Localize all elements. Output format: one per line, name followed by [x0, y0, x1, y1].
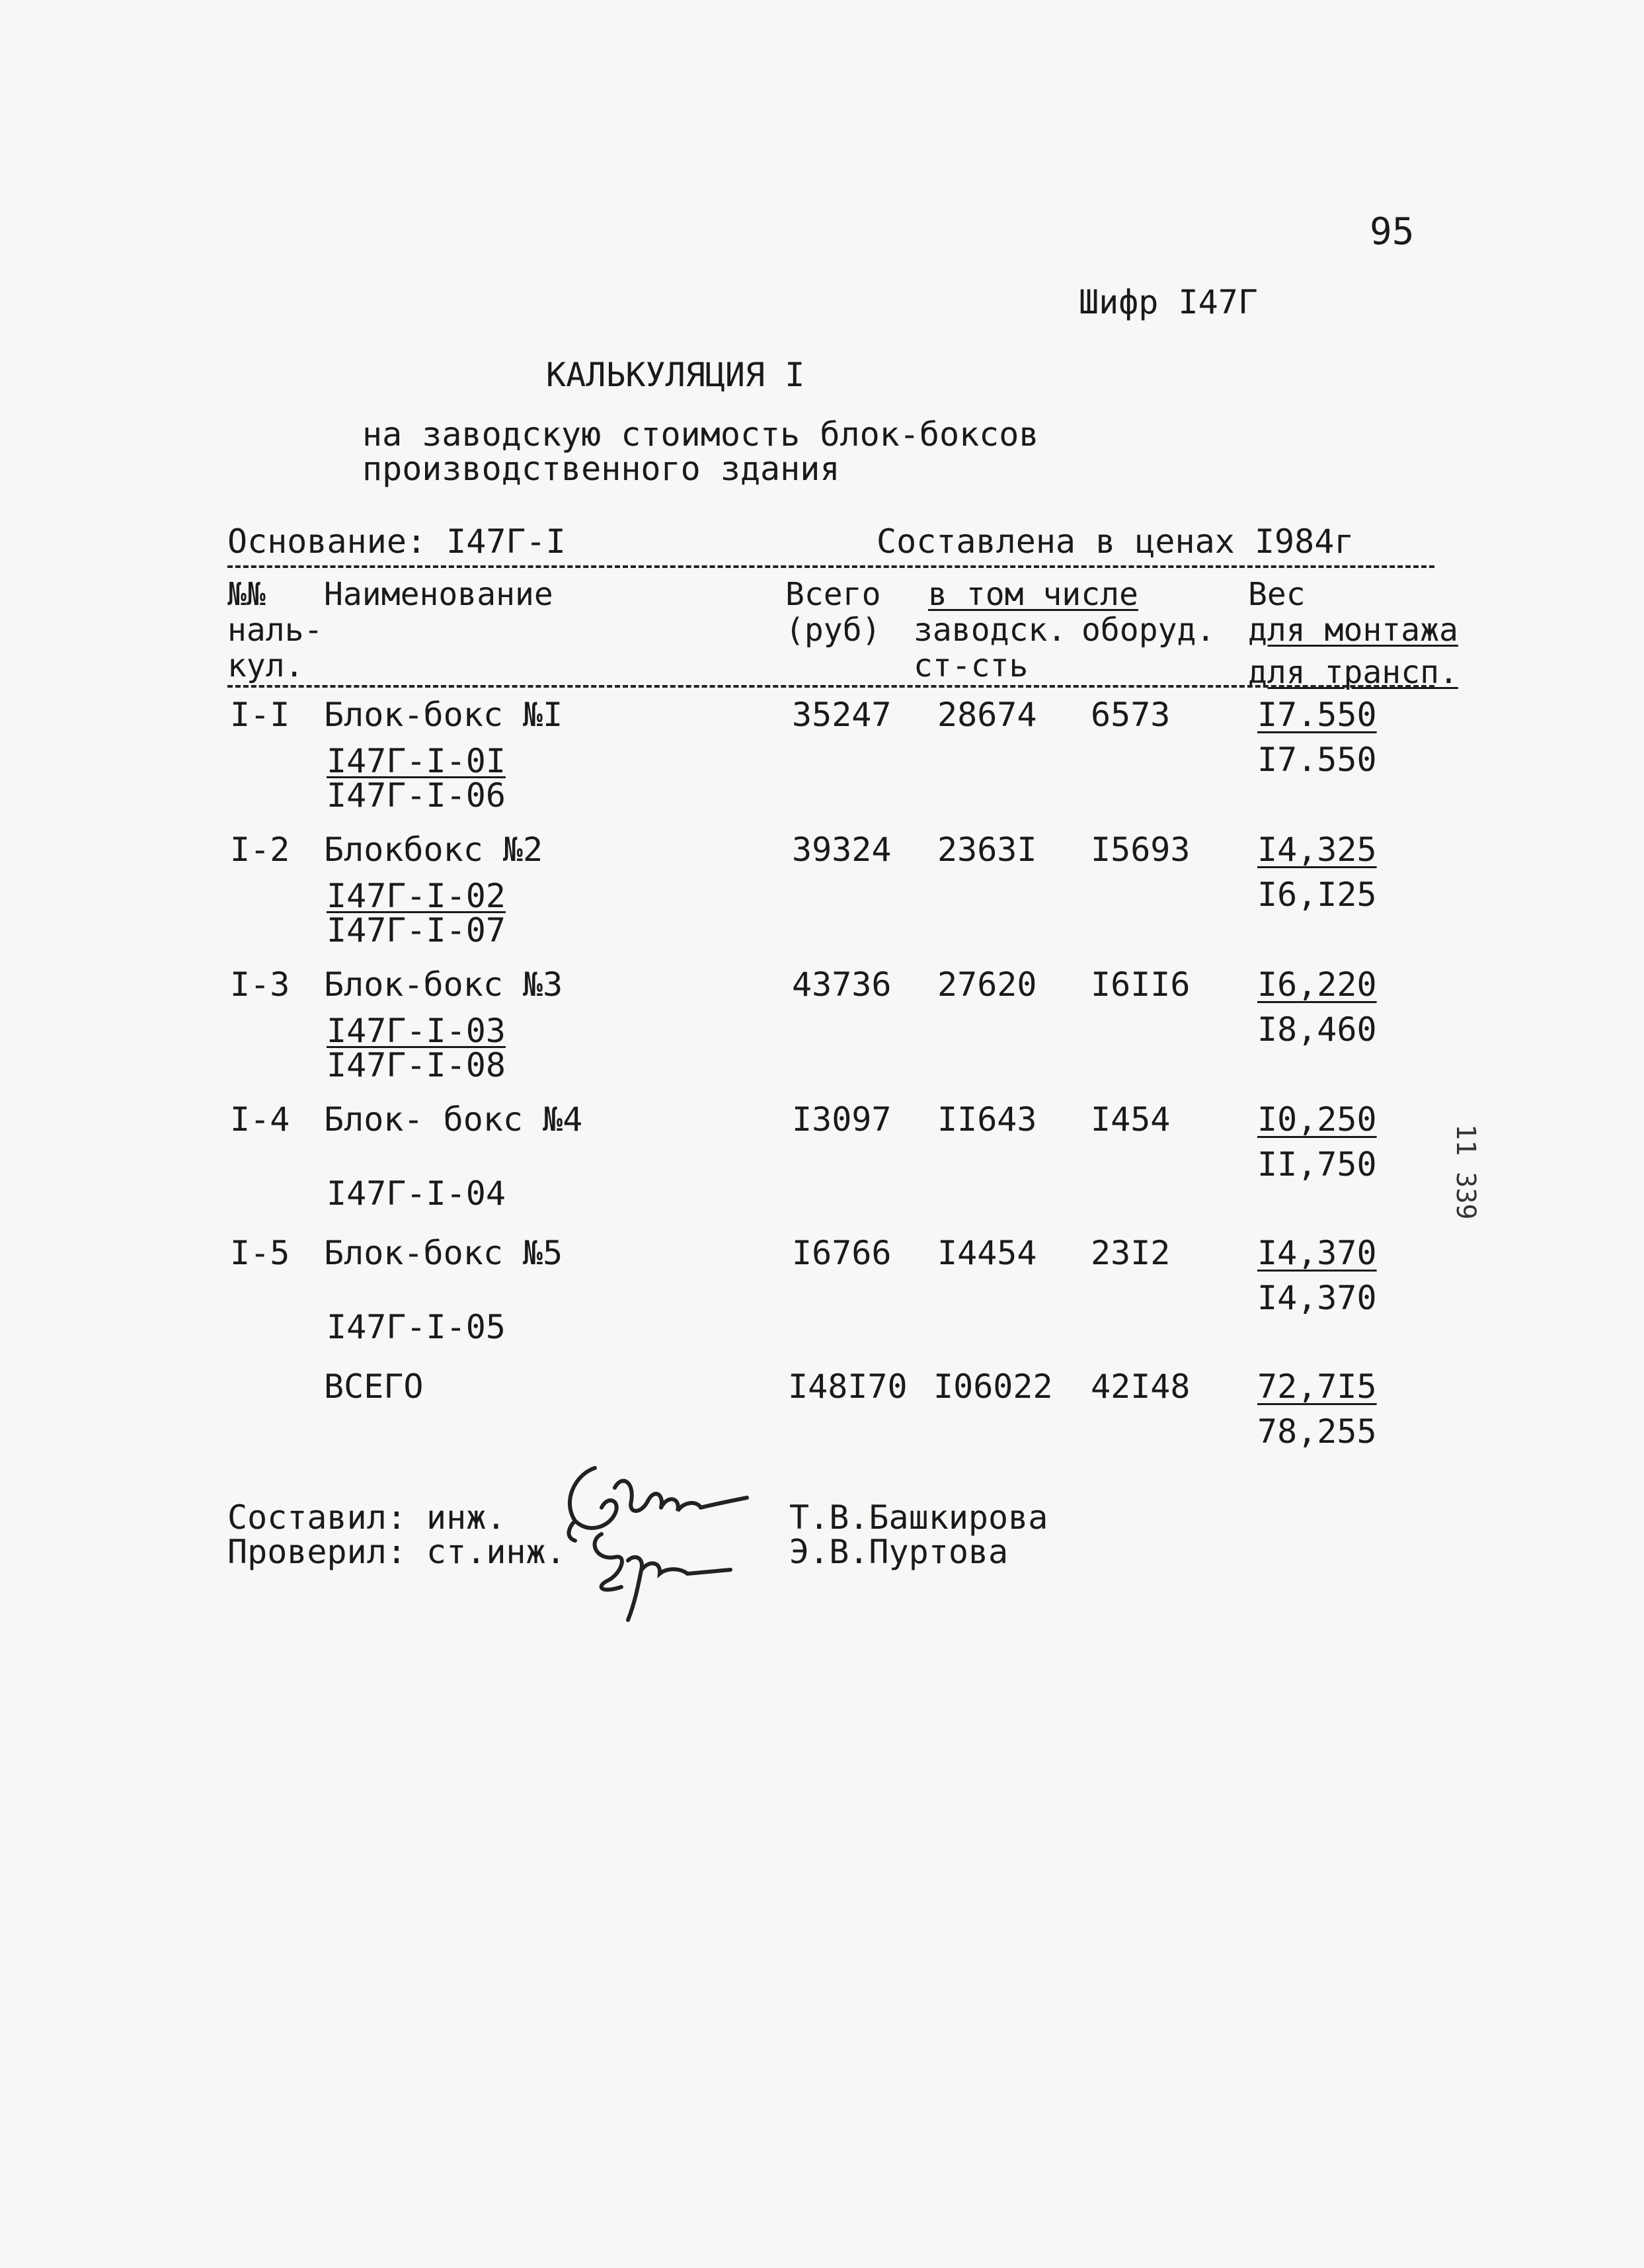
row-equipment: 6573	[1091, 696, 1171, 734]
row-total: 39324	[792, 830, 892, 869]
header-total-1: Всего	[785, 576, 881, 613]
row-code: I47Г-I-0I	[327, 742, 506, 780]
total-weight-mount: 72,7I5	[1257, 1367, 1377, 1406]
table-top-rule	[227, 565, 1434, 568]
row-weight-mount: I6,220	[1257, 965, 1377, 1004]
page-number: 95	[1370, 210, 1415, 253]
row-name: Блок-бокс №5	[324, 1234, 563, 1272]
row-num: I-4	[230, 1100, 290, 1139]
margin-note: 11 339	[1450, 1124, 1481, 1220]
row-code: I47Г-I-08	[327, 1046, 506, 1084]
row-factory: 2363I	[937, 830, 1037, 869]
cipher: Шифр I47Г	[1079, 283, 1258, 321]
row-total: I3097	[792, 1100, 892, 1139]
header-including: в том числе	[928, 576, 1138, 613]
table-row	[0, 1100, 1644, 1213]
row-weight-transport: I8,460	[1257, 1010, 1377, 1049]
header-weight-transport: для трансп.	[1248, 654, 1458, 691]
row-weight-transport: I6,I25	[1257, 875, 1377, 914]
row-code: I47Г-I-04	[327, 1174, 506, 1213]
row-total: I6766	[792, 1234, 892, 1272]
row-weight-transport: I4,370	[1257, 1279, 1377, 1317]
document-title: КАЛЬКУЛЯЦИЯ I	[546, 356, 805, 394]
row-weight-mount: I7.550	[1257, 696, 1377, 734]
price-basis: Составлена в ценах I984г	[877, 522, 1354, 561]
row-code: I47Г-I-03	[327, 1012, 506, 1050]
composed-name: Т.В.Башкирова	[789, 1498, 1048, 1537]
row-total: 35247	[792, 696, 892, 734]
row-name: Блок-бокс №I	[324, 696, 563, 734]
header-equipment: оборуд.	[1081, 612, 1216, 649]
row-factory: I4454	[937, 1234, 1037, 1272]
row-name: Блок-бокс №3	[324, 965, 563, 1004]
row-equipment: I6II6	[1091, 965, 1191, 1004]
subtitle-line-1: на заводскую стоимость блок-боксов	[362, 415, 1039, 454]
handwritten-signature-2	[582, 1521, 740, 1627]
header-factory-1: заводск.	[914, 612, 1067, 649]
row-weight-transport: I7.550	[1257, 741, 1377, 779]
table-total-row	[0, 1367, 1644, 1480]
subtitle-line-2: производственного здания	[362, 450, 840, 488]
row-code: I47Г-I-05	[327, 1308, 506, 1346]
row-weight-mount: I0,250	[1257, 1100, 1377, 1139]
row-total: 43736	[792, 965, 892, 1004]
row-num: I-2	[230, 830, 290, 869]
row-equipment: I5693	[1091, 830, 1191, 869]
total-weight-transport: 78,255	[1257, 1412, 1377, 1451]
table-header-rule	[227, 685, 1434, 688]
header-num-3: кул.	[227, 647, 304, 684]
table-row	[0, 830, 1644, 950]
row-equipment: I454	[1091, 1100, 1171, 1139]
row-num: I-I	[230, 696, 290, 734]
row-code: I47Г-I-02	[327, 877, 506, 915]
total-equipment: 42I48	[1091, 1367, 1191, 1406]
table-row	[0, 696, 1644, 815]
total-label: ВСЕГО	[324, 1367, 424, 1406]
row-factory: II643	[937, 1100, 1037, 1139]
row-weight-mount: I4,370	[1257, 1234, 1377, 1272]
header-num-1: №№	[227, 576, 266, 613]
checked-label: Проверил: ст.инж.	[227, 1533, 566, 1571]
header-num-2: наль-	[227, 612, 323, 649]
table-row	[0, 965, 1644, 1084]
header-factory-2: ст-сть	[914, 647, 1029, 684]
row-name: Блок- бокс №4	[324, 1100, 583, 1139]
header-name: Наименование	[324, 576, 553, 613]
header-weight-mount: для монтажа	[1248, 612, 1458, 649]
total-sum: I48I70	[788, 1367, 908, 1406]
composed-label: Составил: инж.	[227, 1498, 506, 1537]
row-num: I-5	[230, 1234, 290, 1272]
checked-name: Э.В.Пуртова	[789, 1533, 1009, 1571]
total-factory: I06022	[933, 1367, 1053, 1406]
row-num: I-3	[230, 965, 290, 1004]
row-factory: 28674	[937, 696, 1037, 734]
row-code: I47Г-I-06	[327, 776, 506, 815]
row-weight-transport: II,750	[1257, 1145, 1377, 1184]
header-weight: Вес	[1248, 576, 1306, 613]
row-equipment: 23I2	[1091, 1234, 1171, 1272]
header-total-2: (руб)	[785, 612, 881, 649]
basis: Основание: I47Г-I	[227, 522, 566, 561]
table-row	[0, 1234, 1644, 1346]
row-weight-mount: I4,325	[1257, 830, 1377, 869]
row-name: Блокбокс №2	[324, 830, 543, 869]
row-code: I47Г-I-07	[327, 911, 506, 950]
row-factory: 27620	[937, 965, 1037, 1004]
